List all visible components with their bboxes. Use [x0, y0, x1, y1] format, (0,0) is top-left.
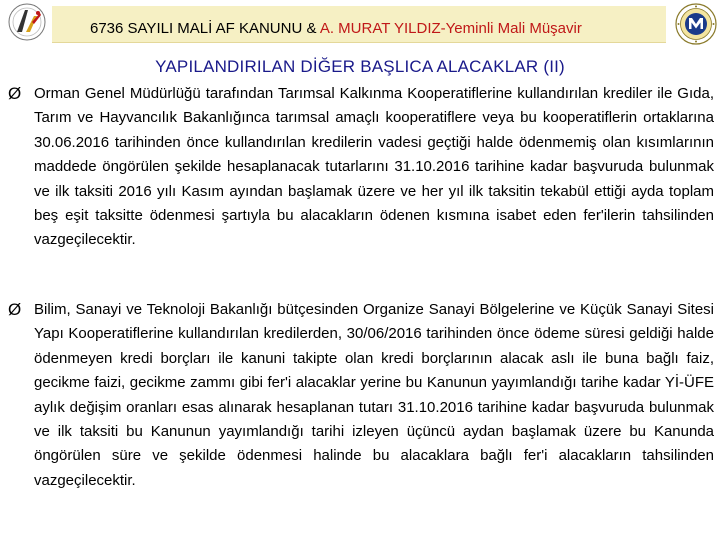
header-title [90, 20, 582, 37]
chamber-seal-icon [674, 2, 718, 46]
law-title: 6736 SAYILI MALİ AF KANUNU & [90, 20, 320, 37]
bullet-item-2 [8, 298, 714, 493]
bullet-arrow-icon: Ø [8, 84, 22, 103]
firm-logo-icon [4, 2, 50, 42]
bullet-item-1 [8, 82, 714, 253]
bullet-arrow-icon: Ø [8, 300, 22, 319]
bullet-text-2: Bilim, Sanayi ve Teknoloji Bakanlığı bütçesinden Organize Sanayi Bölgelerine ve Küçük Sanayi Sitesi Yapı Kooperatiflerine kullandırılan kredilerden, 30/06/2016 tarihinden önce ödeme süresi geldiği halde ödenmeyen kredi borçları ile kanuni takipte olan kredi borçlarının alacak aslı ile buna bağlı faiz, gecikme faizi, gecikme zammı gibi fer'i alacaklar yerine bu Kanunun yayımlandığı tarihe kadar Yİ-ÜFE aylık değişim oranları esas alınarak hesaplanan tutarı 31.10.2016 tarihine kadar başvuruda bulunmak ve ilk taksiti bu Kanunun yayımlandığı tarihi izleyen üçüncü aydan başlamak üzere bu Kanunda öngörülen süre ve şekilde ödenmesi halinde bu alacaklara bağlı fer'i alacakların tahsilinden vazgeçilecektir. [34, 301, 714, 489]
author-name: A. MURAT YILDIZ-Yeminli Mali Müşavir [319, 20, 582, 37]
bullet-text-1: Orman Genel Müdürlüğü tarafından Tarımsal Kalkınma Kooperatiflerine kullandırılan krediler ile Gıda, Tarım ve Hayvancılık Bakanlığınca tarımsal amaçlı kooperatiflere veya bu kooperatiflerin ortaklarına 30.06.2016 tarihinden önce kullandırılan kredilerin vadesi geçtiği halde ödenmemiş olan kısımlarının maddede öngörülen şekilde hesaplanacak tutarlarını 31.10.2016 tarihine kadar başvuruda bulunmak ve ilk taksiti 2016 yılı Kasım ayından başlamak üzere ve her yıl ilk taksitin tekabül ettiği ayda toplam beş eşit taksitte ödenmesi şartıyla bu alacakların ödenen kısmına isabet eden fer'ilerin tahsilinden vazgeçilecektir. [34, 85, 714, 249]
page-title: YAPILANDIRILAN DİĞER BAŞLICA ALACAKLAR (II) [155, 57, 565, 76]
